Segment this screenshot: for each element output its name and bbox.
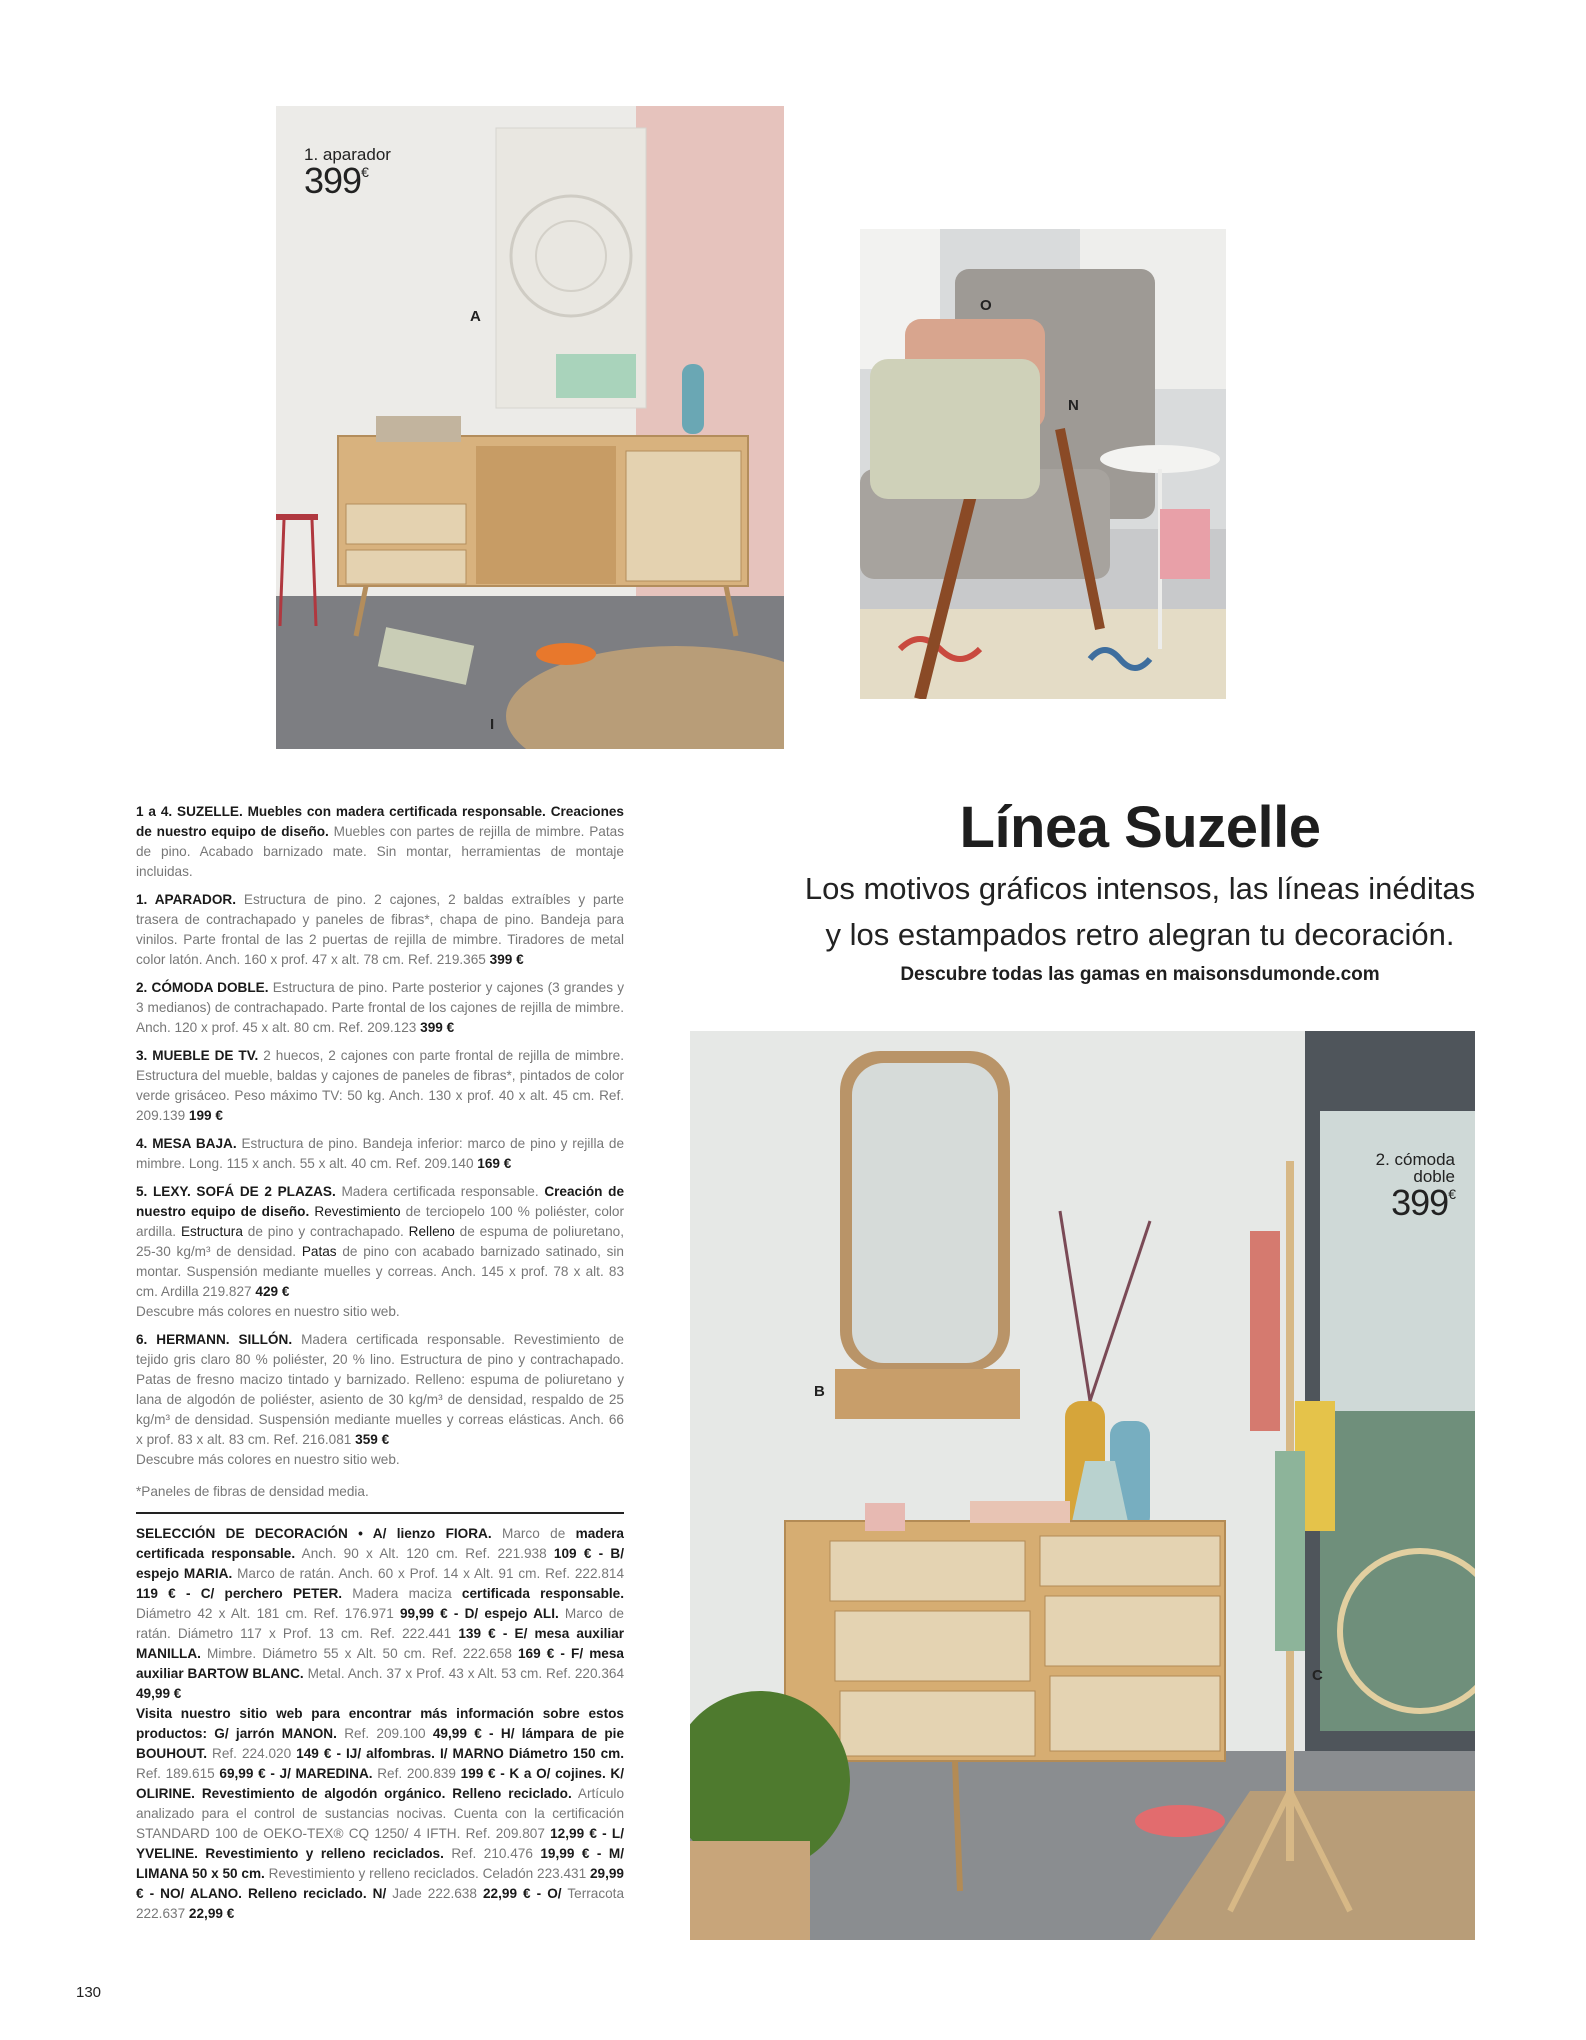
price-tag-dresser — [1376, 1151, 1455, 1221]
marker-a: A — [470, 308, 481, 325]
page-number: 130 — [76, 1984, 102, 2001]
footnote: *Paneles de fibras de densidad media. — [136, 1484, 369, 1499]
product-6: 6. HERMANN. SILLÓN. Madera certificada responsable. Revestimiento de tejido gris claro 80 % poliéster, 20 % lino. Estructura de pino y contrachapado. Patas de fresno macizo tintado y barnizado. Relleno: espuma de poliuretano y lana de algodón de poliéster, asiento de 30 kg/m³ de densidad, respaldo de 25 kg/m³ de densidad. Suspensión mediante muelles y correas elásticas. Anch. 66 x prof. 83 x alt. 83 cm. Ref. 216.081 359 € Descubre más colores en nuestro sitio web. — [136, 1332, 624, 1467]
photo-dresser — [690, 1031, 1475, 1940]
product-4: 4. MESA BAJA. Estructura de pino. Bandeja inferior: marco de pino y rejilla de mimbre. Long. 115 x anch. 55 x alt. 40 cm. Ref. 209.140 169 € — [136, 1136, 625, 1171]
product-3: 3. MUEBLE DE TV. 2 huecos, 2 cajones con parte frontal de rejilla de mimbre. Estructura del mueble, baldas y cajones de paneles de fibras*, pintados de color verde grisáceo. Peso máximo TV: 50 kg. Anch. 130 x prof. 40 x alt. 45 cm. Ref. 209.139 199 € — [136, 1048, 624, 1123]
marker-n: N — [1068, 397, 1079, 414]
price-name-line2: doble — [1413, 1167, 1455, 1186]
sideboard-illustration — [276, 106, 784, 749]
photo-sideboard — [276, 106, 784, 749]
headline-title: Línea Suzelle — [959, 795, 1321, 860]
price-name-line1: 2. cómoda — [1375, 1150, 1455, 1169]
marker-o: O — [980, 297, 992, 314]
section-divider — [136, 1512, 624, 1514]
price-name: 1. aparador — [304, 145, 391, 164]
marker-i: I — [490, 716, 495, 733]
product-1: 1. APARADOR. Estructura de pino. 2 cajones, 2 baldas extraíbles y parte trasera de contrachapado y paneles de fibras*, chapa de pino. Bandeja para vinilos. Parte frontal de las 2 puertas de rejilla de mimbre. Tiradores de metal color latón. Anch. 160 x prof. 47 x alt. 78 cm. Ref. 219.365 399 € — [136, 892, 624, 967]
marker-c: C — [1312, 1667, 1323, 1684]
price-value: 399€ — [1391, 1182, 1455, 1223]
headline-block — [760, 796, 1520, 986]
product-2: 2. CÓMODA DOBLE. Estructura de pino. Parte posterior y cajones (3 grandes y 3 medianos) de contrachapado. Parte frontal de los cajones de rejilla de mimbre. Anch. 120 x prof. 45 x alt. 80 cm. Ref. 209.123 399 € — [136, 980, 625, 1035]
headline-website: Descubre todas las gamas en maisonsdumonde.com — [900, 964, 1380, 985]
marker-b: B — [814, 1383, 825, 1400]
price-tag-sideboard — [304, 146, 391, 199]
price-value: 399€ — [304, 160, 368, 201]
dresser-illustration — [690, 1031, 1475, 1940]
intro-paragraph: 1 a 4. SUZELLE. Muebles con madera certificada responsable. Creaciones de nuestro equipo de diseño. Muebles con partes de rejilla de mimbre. Patas de pino. Acabado barnizado mate. Sin montar, herramientas de montaje incluidas. — [136, 804, 624, 879]
photo-armchair — [860, 229, 1226, 699]
armchair-illustration — [860, 229, 1226, 699]
headline-subtitle: Los motivos gráficos intensos, las líneas inéditas y los estampados retro alegran tu decoración. — [804, 871, 1476, 952]
decoration-selection: SELECCIÓN DE DECORACIÓN • A/ lienzo FIORA. Marco de madera certificada responsable. Anch. 90 x Alt. 120 cm. Ref. 221.938 109 € - B/ espejo MARIA. Marco de ratán. Anch. 60 x Prof. 14 x Alt. 91 cm. Ref. 222.814 119 € - C/ perchero PETER. Madera maciza certificada responsable. Diámetro 42 x Alt. 181 cm. Ref. 176.971 99,99 € - D/ espejo ALI. Marco de ratán. Diámetro 117 x Prof. 13 cm. Ref. 222.441 139 € - E/ mesa auxiliar MANILLA. Mimbre. Diámetro 55 x Alt. 50 cm. Ref. 222.658 169 € - F/ mesa auxiliar BARTOW BLANC. Metal. Anch. 37 x Prof. 43 x Alt. 53 cm. Ref. 220.364 49,99 € Visita nuestro sitio web para encontrar más información sobre estos productos: G/ jarrón MANON. Ref. 209.100 49,99 € - H/ lámpara de pie BOUHOUT. Ref. 224.020 149 € - IJ/ alfombras. I/ MARNO Diámetro 150 cm. Ref. 189.615 69,99 € - J/ MAREDINA. Ref. 200.839 199 € - K a O/ cojines. K/ OLIRINE. Revestimiento de algodón orgánico. Relleno reciclado. Artículo analizado para el control de sustancias nocivas. Cuenta con la certificación STANDARD 100 de OEKO-TEX® CQ 1250/ 4 IFTH. Ref. 209.807 12,99 € - L/ YVELINE. Revestimiento y relleno reciclados. Ref. 210.476 19,99 € - M/ LIMANA 50 x 50 cm. Revestimiento y relleno reciclados. Celadón 223.431 29,99 € - NO/ ALANO. Relleno reciclado. N/ Jade 222.638 22,99 € - O/ Terracota 222.637 22,99 € — [136, 1526, 625, 1921]
product-descriptions — [136, 802, 624, 1932]
product-5: 5. LEXY. SOFÁ DE 2 PLAZAS. Madera certificada responsable. Creación de nuestro equipo de diseño. Revestimiento de terciopelo 100 % poliéster, color ardilla. Estructura de pino y contrachapado. Relleno de espuma de poliuretano, 25-30 kg/m³ de densidad. Patas de pino con acabado barnizado satinado, sin montar. Suspensión mediante muelles y correas. Anch. 145 x prof. 78 x alt. 83 cm. Ardilla 219.827 429 € Descubre más colores en nuestro sitio web. — [136, 1184, 625, 1319]
